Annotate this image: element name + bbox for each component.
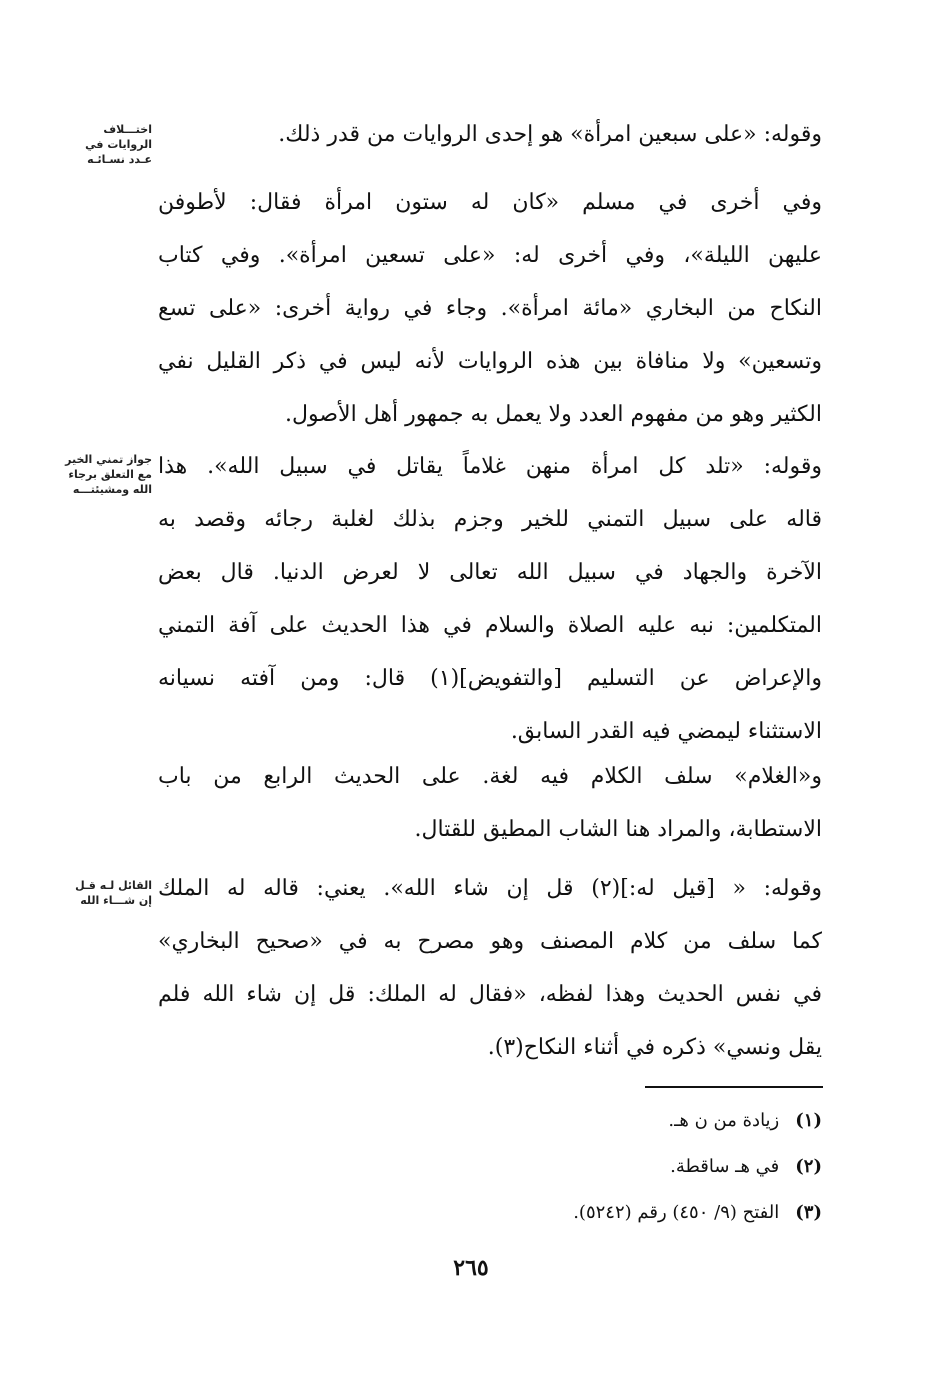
text-line: النكاح من البخاري «مائة امرأة». وجاء في رواية أخرى: «على تسع	[158, 296, 822, 321]
page-number: ٢٦٥	[453, 1255, 489, 1281]
margin-note-line: اختـــلاف	[103, 123, 152, 136]
margin-note-line: إن شـــاء الله	[80, 894, 152, 907]
text-line: وقوله: «تلد كل امرأة منهن غلاماً يقاتل في سبيل الله». هذا	[158, 454, 822, 479]
text-line: قاله على سبيل التمني للخير وجزم بذلك لغلبة رجائه وقصد به	[158, 507, 822, 532]
text-line: الاستطابة، والمراد هنا الشاب المطيق للقتال.	[414, 817, 822, 842]
text-line: وفي أخرى في مسلم «كان له ستون امرأة فقال: لأطوفن	[158, 190, 822, 215]
margin-note	[22, 122, 152, 167]
footnote-number: (٢)	[795, 1156, 822, 1177]
paragraph	[158, 108, 822, 161]
text-line: الآخرة والجهاد في سبيل الله تعالى لا لعرض الدنيا. قال بعض	[158, 560, 822, 585]
footnote	[400, 1144, 822, 1190]
footnote-text: الفتح (٩/ ٤٥٠) رقم (٥٢٤٢).	[573, 1202, 780, 1223]
text-line: في نفس الحديث وهذا لفظه، «فقال له الملك: قل إن شاء الله فلم	[158, 982, 822, 1007]
margin-note-line: الله ومشيئتـــه	[72, 483, 152, 496]
text-line: وتسعين» ولا منافاة بين هذه الروايات لأنه ليس في ذكر القليل نفي	[158, 349, 822, 374]
text-line: عليهن الليلة»، وفي أخرى له: «على تسعين امرأة». وفي كتاب	[158, 243, 822, 268]
paragraph	[158, 862, 822, 1074]
margin-note-line: الروايات في	[85, 138, 152, 151]
margin-note-line: عـدد نسـائـه	[87, 153, 152, 166]
text-line: الاستثناء ليمضي فيه القدر السابق.	[510, 719, 822, 744]
text-line: الكثير وهو من مفهوم العدد ولا يعمل به جمهور أهل الأصول.	[285, 402, 822, 427]
margin-note-line: مع التعلق برجاء	[68, 468, 152, 481]
text-line: وقوله: «على سبعين امرأة» هو إحدى الروايات من قدر ذلك.	[278, 122, 822, 147]
text-line: المتكلمين: نبه عليه الصلاة والسلام في هذا الحديث على آفة التمني	[158, 613, 822, 638]
margin-note	[22, 452, 152, 497]
text-line: كما سلف من كلام المصنف وهو مصرح به في «صحيح البخاري»	[158, 929, 822, 954]
footnote-number: (٣)	[795, 1202, 822, 1223]
footnote-number: (١)	[795, 1110, 822, 1131]
margin-note-line: القائل لـه قـل	[75, 879, 152, 892]
paragraph	[158, 750, 822, 856]
text-line: يقل ونسي» ذكره في أثناء النكاح(٣).	[487, 1035, 822, 1060]
footnote-text: زيادة من ن هـ.	[668, 1110, 780, 1131]
text-line: وقوله: « [قيل له:](٢) قل إن شاء الله». يعني: قاله له الملك	[158, 876, 822, 901]
text-line: والإعراض عن التسليم [والتفويض](١) قال: ومن آفته نسيانه	[158, 666, 822, 691]
footnote-text: في هـ ساقطة.	[670, 1156, 780, 1177]
footnote	[400, 1098, 822, 1144]
paragraph	[158, 176, 822, 441]
margin-note	[22, 878, 152, 908]
footnotes	[400, 1098, 822, 1236]
margin-note-line: جواز تمني الخير	[65, 453, 152, 466]
footnote	[400, 1190, 822, 1236]
footnote-separator	[645, 1086, 823, 1088]
paragraph	[158, 440, 822, 758]
text-line: و«الغلام» سلف الكلام فيه لغة. على الحديث الرابع من باب	[158, 764, 822, 789]
